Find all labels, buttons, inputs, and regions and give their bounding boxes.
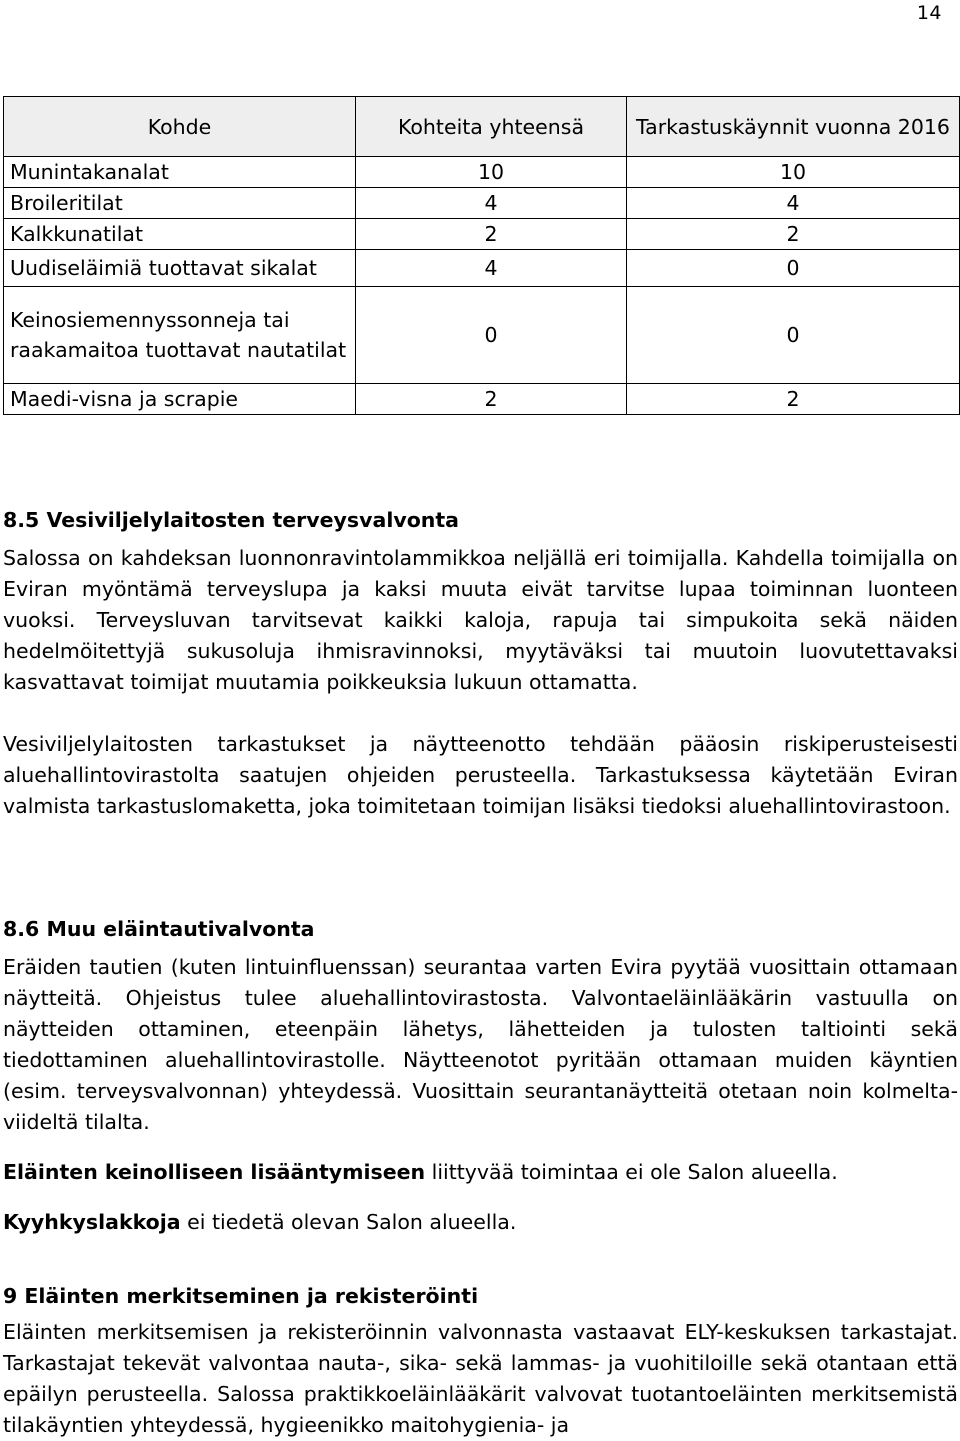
section-9 [3,1281,958,1441]
table-row [4,157,960,188]
section-heading: 9 Eläinten merkitseminen ja rekisteröinti [3,1284,479,1308]
cell-kaynnit: 0 [627,250,960,287]
section-heading: 8.5 Vesiviljelylaitosten terveysvalvonta [3,508,460,532]
cell-kohde: Kalkkunatilat [4,219,356,250]
header-tarkastuskaynnit: Tarkastuskäynnit vuonna 2016 [627,97,960,157]
cell-kohteita: 4 [356,188,627,219]
header-kohteita-yhteensa: Kohteita yhteensä [356,97,627,157]
cell-kohde: Broileritilat [4,188,356,219]
cell-kohteita: 10 [356,157,627,188]
page-number: 14 [916,2,942,24]
paragraph: Vesiviljelylaitosten tarkastukset ja näytteenotto tehdään pääosin riskiperusteisesti aluehallintovirastolta saatujen ohjeiden perusteella. Tarkastuksessa käytetään Eviran valmista tarkastuslomaketta, joka toimitetaan toimijan lisäksi tiedoksi aluehallintovirastoon. [3,732,958,818]
cell-kohde: Uudiseläimiä tuottavat sikalat [4,250,356,287]
cell-kohteita: 2 [356,384,627,415]
cell-kohde: Keinosiemennyssonneja tai raakamaitoa tuottavat nautatilat [4,287,356,384]
cell-kohteita: 4 [356,250,627,287]
table-header-row [4,97,960,157]
cell-kohteita: 0 [356,287,627,384]
paragraph [3,1157,958,1188]
cell-kohde: Maedi-visna ja scrapie [4,384,356,415]
paragraph: Eläinten merkitsemisen ja rekisteröinnin valvonnasta vastaavat ELY-keskuksen tarkastajat. Tarkastajat tekevät valvontaa nauta-, sika- sekä lammas- ja vuohitiloille sekä otantaan että epäilyn perusteella. Salossa praktikkoeläinlääkärit valvovat tuotantoeläinten merkitsemistä tilakäyntien yhteydessä, hygieenikko maitohygienia- ja [3,1320,958,1437]
paragraph: Eräiden tautien (kuten lintuinfluenssan) seurantaa varten Evira pyytää vuosittain ottamaan näytteitä. Ohjeistus tulee aluehallintovirastosta. Valvontaeläinlääkärin vastuulla on näytteiden ottaminen, eteenpäin lähetys, lähetteiden ja tulosten taltiointi sekä tiedottaminen aluehallintovirastolle. Näytteenotot pyritään ottamaan muiden käyntien (esim. terveysvalvonnan) yhteydessä. Vuosittain seurantanäytteitä otetaan noin kolmelta-viideltä tilalta. [3,955,958,1134]
table-row [4,219,960,250]
inspection-table [3,96,960,415]
table-row [4,188,960,219]
cell-kohteita: 2 [356,219,627,250]
paragraph [3,1207,958,1238]
table-row [4,250,960,287]
cell-kaynnit: 10 [627,157,960,188]
header-kohde: Kohde [4,97,356,157]
paragraph: Salossa on kahdeksan luonnonravintolammikkoa neljällä eri toimijalla. Kahdella toimijalla on Eviran myöntämä terveyslupa ja kaksi muuta eivät tarvitse lupaa toiminnan luonteen vuoksi. Terveysluvan tarvitsevat kaikki kaloja, rapuja tai simpukoita sekä näiden hedelmöitettyjä sukusoluja ihmisravinnoksi, myytäväksi tai muutoin luovutettavaksi kasvattavat toimijat muutamia poikkeuksia lukuun ottamatta. [3,546,958,694]
table-row [4,287,960,384]
section-8-6 [3,914,958,1238]
bold-term: Kyyhkyslakkoja [3,1210,181,1234]
section-8-5 [3,505,958,822]
cell-kaynnit: 4 [627,188,960,219]
cell-kaynnit: 2 [627,219,960,250]
cell-kaynnit: 0 [627,287,960,384]
paragraph-text: ei tiedetä olevan Salon alueella. [180,1210,517,1234]
cell-kaynnit: 2 [627,384,960,415]
cell-kohde: Munintakanalat [4,157,356,188]
paragraph-text: liittyvää toimintaa ei ole Salon alueella. [425,1160,838,1184]
table-row [4,384,960,415]
section-heading: 8.6 Muu eläintautivalvonta [3,917,315,941]
bold-term: Eläinten keinolliseen lisääntymiseen [3,1160,426,1184]
